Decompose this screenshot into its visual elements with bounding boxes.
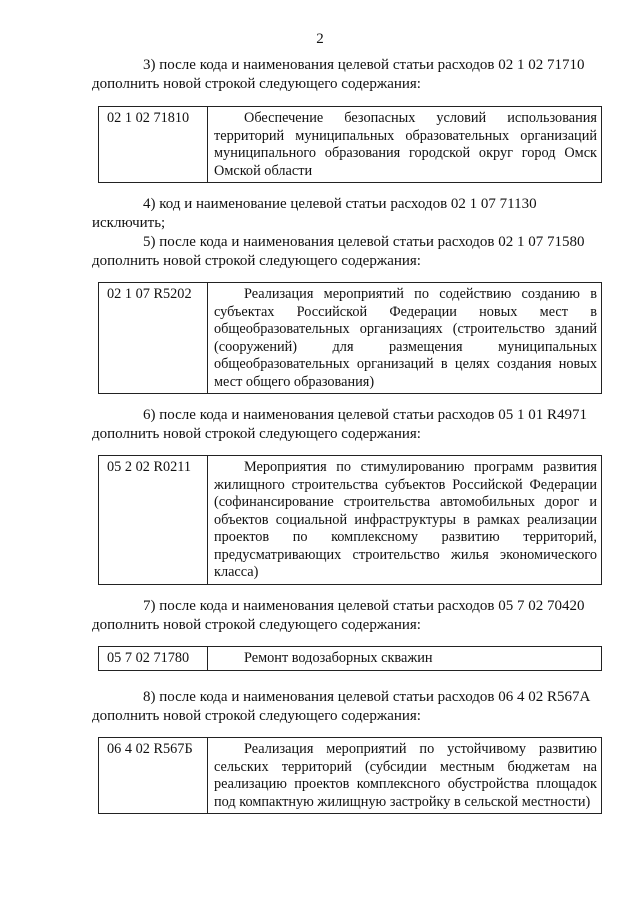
budget-code-cell: 06 4 02 R567Б: [99, 738, 208, 814]
budget-code-cell: 05 2 02 R0211: [99, 456, 208, 585]
paragraph-item-8: [92, 688, 602, 726]
code-table-item-6: [98, 455, 602, 585]
budget-description-cell: [208, 283, 602, 394]
budget-code-cell: 02 1 07 R5202: [99, 283, 208, 394]
paragraph-item-7: [92, 597, 602, 635]
paragraph-tail: дополнить новой строкой следующего содержания:: [92, 426, 421, 442]
budget-description-cell: [208, 456, 602, 585]
description-text: Обеспечение безопасных условий использования территорий муниципальных образовательных организаций муниципального образования городской округ город Омск Омской области: [214, 110, 597, 179]
budget-code-cell: 02 1 02 71810: [99, 107, 208, 183]
paragraph-lead: 8) после кода и наименования целевой статьи расходов 06 4 02 R567A: [143, 689, 591, 705]
code-table-item-7: [98, 646, 602, 671]
paragraph-lead: 5) после кода и наименования целевой статьи расходов 02 1 07 71580: [143, 234, 585, 250]
paragraph-tail: исключить;: [92, 215, 166, 231]
table-row: [99, 647, 602, 671]
code-table-item-3: [98, 106, 602, 183]
code-table-item-5: [98, 282, 602, 394]
table-row: [99, 107, 602, 183]
description-text: Мероприятия по стимулированию программ развития жилищного строительства субъектов Российской Федерации (софинансирование строительства автомобильных дорог и объектов социальной инфраструктуры в рамках реализации проектов по комплексному развитию территорий, предусматривающих строительство жилья экономического класса): [214, 459, 597, 580]
budget-description-cell: [208, 647, 602, 671]
description-text: Ремонт водозаборных скважин: [244, 650, 433, 666]
description-text: Реализация мероприятий по устойчивому развитию сельских территорий (субсидии местным бюджетам на реализацию проектов комплексного обустройства площадок под компактную жилищную застройку в сельской местности): [214, 741, 597, 810]
paragraph-item-5: [92, 233, 602, 271]
paragraph-item-4: [92, 195, 602, 233]
budget-description-cell: [208, 738, 602, 814]
code-table-item-8: [98, 737, 602, 814]
paragraph-tail: дополнить новой строкой следующего содержания:: [92, 76, 421, 92]
paragraph-item-6: [92, 406, 602, 444]
table-row: [99, 738, 602, 814]
paragraph-tail: дополнить новой строкой следующего содержания:: [92, 617, 421, 633]
paragraph-lead: 3) после кода и наименования целевой статьи расходов 02 1 02 71710: [143, 57, 585, 73]
paragraph-tail: дополнить новой строкой следующего содержания:: [92, 253, 421, 269]
description-text: Реализация мероприятий по содействию созданию в субъектах Российской Федерации новых мест в общеобразовательных организациях (строительство зданий (сооружений) для размещения муниципальных общеобразовательных организаций в целях создания новых мест общего образования): [214, 286, 597, 390]
table-row: [99, 456, 602, 585]
budget-description-cell: [208, 107, 602, 183]
budget-code-cell: 05 7 02 71780: [99, 647, 208, 671]
paragraph-lead: 7) после кода и наименования целевой статьи расходов 05 7 02 70420: [143, 598, 585, 614]
page-number: 2: [316, 31, 324, 47]
paragraph-lead: 6) после кода и наименования целевой статьи расходов 05 1 01 R4971: [143, 407, 588, 423]
paragraph-tail: дополнить новой строкой следующего содержания:: [92, 708, 421, 724]
paragraph-lead: 4) код и наименование целевой статьи расходов 02 1 07 71130: [143, 196, 537, 212]
table-row: [99, 283, 602, 394]
paragraph-item-3: [92, 56, 602, 94]
